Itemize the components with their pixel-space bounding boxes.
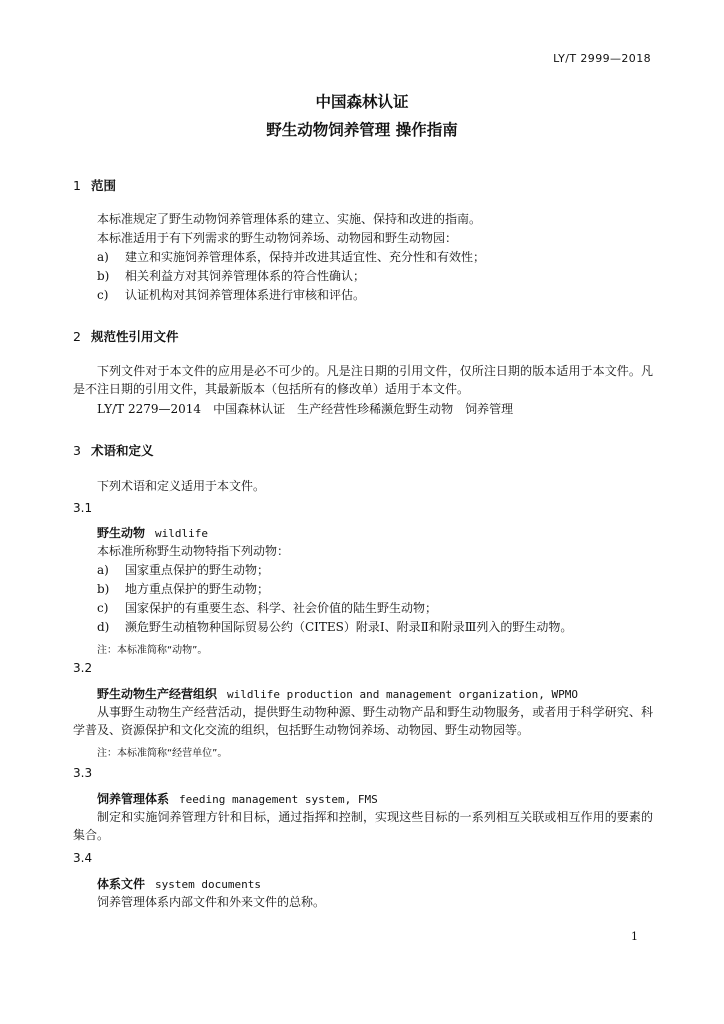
page-number: 1 [631,930,638,943]
document-title-line1: 中国森林认证 [315,93,409,111]
section-title: 范围 [91,178,117,193]
term-zh: 饲养管理体系 [97,792,170,806]
list-marker: a) [97,250,109,264]
section-number: 2 [73,329,81,344]
list-text: 濒危野生动植物种国际贸易公约（CITES）附录Ⅰ、附录Ⅱ和附录Ⅲ列入的野生动物。 [125,620,573,634]
section-number: 3 [73,443,81,458]
list-item [97,286,365,304]
clause-number: 3.4 [73,851,93,865]
section-title: 规范性引用文件 [91,329,179,344]
list-item [97,561,269,579]
section-1-heading [73,176,116,194]
list-marker: d) [97,620,110,634]
list-marker: c) [97,601,109,615]
term-entry [97,524,208,541]
standard-code: LY/T 2999—2018 [553,52,651,65]
section-2-heading [73,327,179,345]
section-title: 术语和定义 [91,443,154,458]
document-title-line2: 野生动物饲养管理 操作指南 [266,121,458,139]
term-en: system documents [155,878,261,891]
list-text: 地方重点保护的野生动物； [125,582,270,596]
note: 注：本标准简称“经营单位”。 [97,748,228,759]
clause-number: 3.1 [73,501,93,515]
list-text: 相关利益方对其饲养管理体系的符合性确认； [125,269,366,283]
term-entry [97,685,578,702]
list-marker: c) [97,288,109,302]
normative-reference: LY/T 2279—2014 中国森林认证 生产经营性珍稀濒危野生动物 饲养管理 [97,402,514,416]
list-item [97,618,572,636]
list-marker: a) [97,563,109,577]
list-item [97,248,485,266]
list-item [97,599,437,617]
term-definition: 制定和实施饲养管理方针和目标，通过指挥和控制，实现这些目标的一系列相互关联或相互作用的要素的集合。 [73,810,653,842]
term-zh: 体系文件 [97,877,146,891]
list-marker: b) [97,582,110,596]
term-en: feeding management system, FMS [179,793,378,806]
term-entry [97,790,378,807]
list-item [97,580,269,598]
term-zh: 野生动物 [97,526,146,540]
term-definition: 饲养管理体系内部文件和外来文件的总称。 [97,895,326,909]
list-text: 国家保护的有重要生态、科学、社会价值的陆生野生动物； [125,601,438,615]
list-text: 认证机构对其饲养管理体系进行审核和评估。 [125,288,366,302]
section-number: 1 [73,178,81,193]
paragraph: 下列文件对于本文件的应用是必不可少的。凡是注日期的引用文件，仅所注日期的版本适用于本文件。凡是不注日期的引用文件，其最新版本（包括所有的修改单）适用于本文件。 [73,364,653,396]
term-entry [97,875,261,892]
list-marker: b) [97,269,110,283]
list-item [97,267,365,285]
paragraph: 本标准规定了野生动物饲养管理体系的建立、实施、保持和改进的指南。 [97,212,482,226]
term-definition: 本标准所称野生动物特指下列动物： [97,544,290,558]
term-definition: 从事野生动物生产经营活动，提供野生动物种源、野生动物产品和野生动物服务，或者用于科学研究、科学普及、资源保护和文化交流的组织，包括野生动物饲养场、动物园、野生动物园等。 [73,705,653,737]
list-text: 建立和实施饲养管理体系，保持并改进其适宜性、充分性和有效性； [125,250,486,264]
term-en: wildlife production and management organization, WPMO [227,688,579,701]
term-en: wildlife [155,527,208,540]
term-zh: 野生动物生产经营组织 [97,687,218,701]
paragraph: 本标准适用于有下列需求的野生动物饲养场、动物园和野生动物园： [97,231,458,245]
section-3-heading [73,441,154,459]
list-text: 国家重点保护的野生动物； [125,563,270,577]
note: 注：本标准简称“动物”。 [97,645,208,656]
clause-number: 3.2 [73,661,93,675]
clause-number: 3.3 [73,766,93,780]
paragraph: 下列术语和定义适用于本文件。 [97,479,266,493]
